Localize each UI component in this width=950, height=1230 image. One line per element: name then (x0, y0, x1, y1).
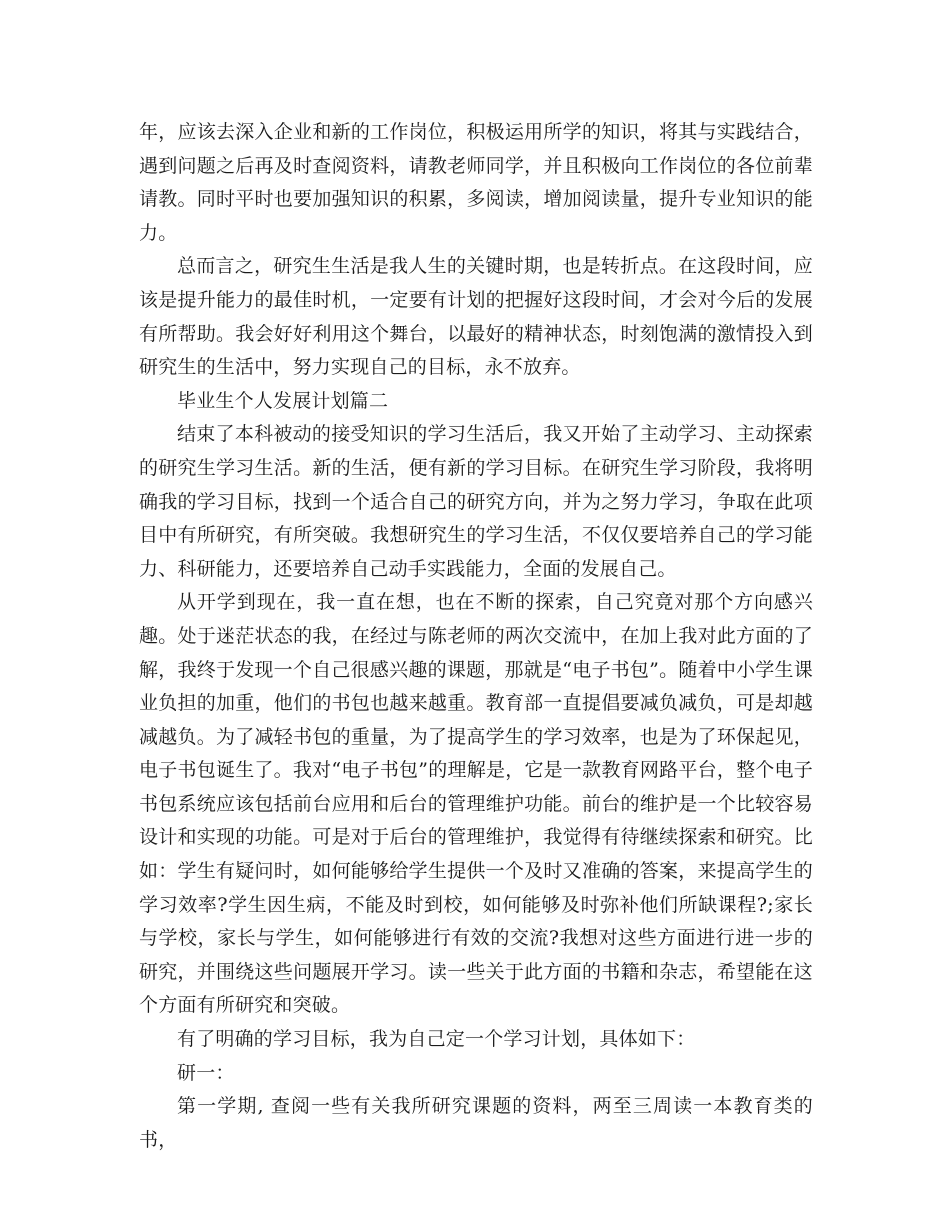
paragraph-first-semester: 第一学期, 查阅一些有关我所研究课题的资料，两至三周读一本教育类的书， (139, 1095, 813, 1151)
paragraph-research-topic: 从开学到现在，我一直在想，也在不断的探索，自己究竟对那个方向感兴趣。处于迷茫状态的我，在经过与陈老师的两次交流中，在加上我对此方面的了解，我终于发现一个自己很感兴趣的课题，那就是“电子书包”。随着中小学生课业负担的加重，他们的书包也越来越重。教育部一直提倡要减负减负，可是却越减越负。为了减轻书包的重量，为了提高学生的学习效率，也是为了环保起见，电子书包诞生了。我对“电子书包”的理解是，它是一款教育网路平台，整个电子书包系统应该包括前台应用和后台的管理维护功能。前台的维护是一个比较容易设计和实现的功能。可是对于后台的管理维护，我觉得有待继续探索和研究。比如：学生有疑问时，如何能够给学生提供一个及时又准确的答案，来提高学生的学习效率?学生因生病，不能及时到校，如何能够及时弥补他们所缺课程?;家长与学校，家长与学生，如何能够进行有效的交流?我想对这些方面进行进一步的研究，并围绕这些问题展开学习。读一些关于此方面的书籍和杂志，希望能在这个方面有所研究和突破。 (139, 591, 813, 1017)
paragraph-year-one-label: 研一： (177, 1061, 235, 1084)
paragraph-summary: 总而言之，研究生生活是我人生的关键时期，也是转折点。在这段时间，应该是提升能力的最佳时机，一定要有计划的把握好这段时间，才会对今后的发展有所帮助。我会好好利用这个舞台，以最好的精神状态，时刻饱满的激情投入到研究生的生活中，努力实现自己的目标，永不放弃。 (139, 255, 813, 379)
document-body (139, 116, 813, 1157)
paragraph-plan-intro: 有了明确的学习目标，我为自己定一个学习计划，具体如下： (177, 1028, 696, 1051)
section-heading: 毕业生个人发展计划篇二 (177, 389, 389, 412)
paragraph-intro: 结束了本科被动的接受知识的学习生活后，我又开始了主动学习、主动探索的研究生学习生活。新的生活，便有新的学习目标。在研究生学习阶段，我将明确我的学习目标，找到一个适合自己的研究方向，并为之努力学习，争取在此项目中有所研究，有所突破。我想研究生的学习生活，不仅仅要培养自己的学习能力、科研能力，还要培养自己动手实践能力，全面的发展自己。 (139, 423, 813, 580)
paragraph-continuation: 年，应该去深入企业和新的工作岗位，积极运用所学的知识，将其与实践结合，遇到问题之后再及时查阅资料，请教老师同学，并且积极向工作岗位的各位前辈请教。同时平时也要加强知识的积累，多阅读，增加阅读量，提升专业知识的能力。 (139, 121, 813, 244)
